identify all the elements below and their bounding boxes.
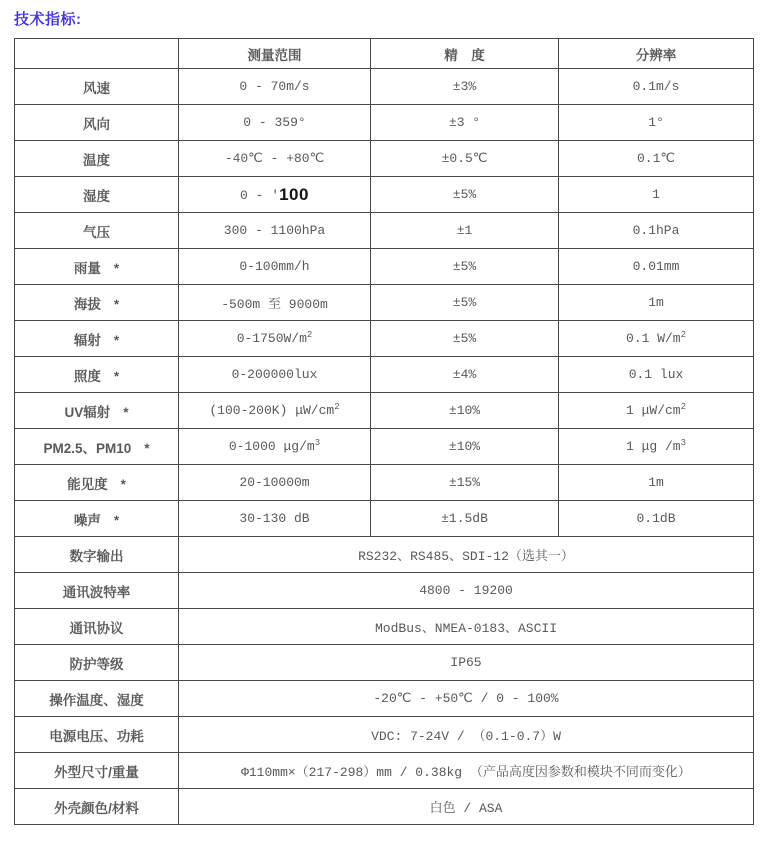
range-cell: 0-100mm/h (179, 249, 371, 285)
header-resolution: 分辨率 (559, 39, 754, 69)
footnote-star: * (120, 476, 126, 492)
page-title: 技术指标: (14, 11, 82, 28)
row-label: 外型尺寸/重量 (15, 753, 179, 789)
table-row (15, 753, 754, 789)
table-row (15, 609, 754, 645)
resolution-cell: 0.1 $W/m^2$ (559, 321, 754, 357)
resolution-cell: 0.1dB (559, 501, 754, 537)
row-label: 海拔 * (15, 285, 179, 321)
table-row (15, 537, 754, 573)
row-label: 数字输出 (15, 537, 179, 573)
merged-value-cell: IP65 (179, 645, 754, 681)
table-row (15, 213, 754, 249)
table-row (15, 105, 754, 141)
resolution-cell: 1m (559, 465, 754, 501)
footnote-star: * (123, 404, 129, 420)
accuracy-cell: ±5% (371, 285, 559, 321)
range-cell: 0 - 70m/s (179, 69, 371, 105)
merged-value-cell: -20℃ - +50℃ / 0 - 100% (179, 681, 754, 717)
row-label: 照度 * (15, 357, 179, 393)
header-measurement-range: 测量范围 (179, 39, 371, 69)
accuracy-cell: ±5% (371, 177, 559, 213)
range-cell: 0 - '100 (179, 177, 371, 213)
header-parameter (15, 39, 179, 69)
accuracy-cell: ±1.5dB (371, 501, 559, 537)
range-cell: 0-1000 $\mu g/m^3$ (179, 429, 371, 465)
table-row (15, 789, 754, 825)
range-cell: 30-130 dB (179, 501, 371, 537)
resolution-cell: 1 μg $/m^3$ (559, 429, 754, 465)
row-label: 外壳颜色/材料 (15, 789, 179, 825)
row-label: 通讯协议 (15, 609, 179, 645)
table-row (15, 501, 754, 537)
footnote-star: * (113, 512, 120, 528)
range-cell: 0-200000lux (179, 357, 371, 393)
footnote-star: * (113, 296, 120, 312)
range-cell: $0-1750W/m^2$ (179, 321, 371, 357)
range-cell: -500m 至 9000m (179, 285, 371, 321)
row-label: UV辐射 * (15, 393, 179, 429)
range-cell: (100-200K) $\mu W/cm^2$ (179, 393, 371, 429)
merged-value-cell: ModBus、NMEA-0183、ASCII (179, 609, 754, 645)
resolution-cell: 0.1 lux (559, 357, 754, 393)
range-cell: 300 - 1100hPa (179, 213, 371, 249)
resolution-cell: 0.1m/s (559, 69, 754, 105)
merged-value-cell: 4800 - 19200 (179, 573, 754, 609)
row-label: 防护等级 (15, 645, 179, 681)
accuracy-cell: ±4% (371, 357, 559, 393)
table-row (15, 357, 754, 393)
table-row (15, 393, 754, 429)
accuracy-cell: ±5% (371, 249, 559, 285)
row-label: 温度 (15, 141, 179, 177)
footnote-star: * (113, 260, 120, 276)
table-row (15, 285, 754, 321)
table-row (15, 249, 754, 285)
table-row (15, 177, 754, 213)
row-label: 噪声 * (15, 501, 179, 537)
resolution-cell: 0.1℃ (559, 141, 754, 177)
resolution-cell: 0.01mm (559, 249, 754, 285)
row-label: 能见度 * (15, 465, 179, 501)
range-cell: 0 - 359° (179, 105, 371, 141)
accuracy-cell: ±3% (371, 69, 559, 105)
merged-value-cell: RS232、RS485、SDI-12（选其一） (179, 537, 754, 573)
row-label: 通讯波特率 (15, 573, 179, 609)
row-label: 气压 (15, 213, 179, 249)
accuracy-cell: ±0.5℃ (371, 141, 559, 177)
accuracy-cell: ±15% (371, 465, 559, 501)
merged-value-cell: VDC: 7-24V / （0.1-0.7）W (179, 717, 754, 753)
accuracy-cell: ±3 ° (371, 105, 559, 141)
row-label: 湿度 (15, 177, 179, 213)
highlighted-value: 100 (279, 184, 309, 204)
resolution-cell: 0.1hPa (559, 213, 754, 249)
header-row (15, 39, 754, 69)
table-row (15, 321, 754, 357)
table-row (15, 429, 754, 465)
row-label: 风速 (15, 69, 179, 105)
merged-value-cell: Φ110mm×（217-298）mm / 0.38kg （产品高度因参数和模块不同而变化） (179, 753, 754, 789)
spec-table-header (15, 39, 754, 69)
footnote-star: * (144, 440, 150, 456)
accuracy-cell: ±10% (371, 429, 559, 465)
table-row (15, 645, 754, 681)
resolution-cell: 1m (559, 285, 754, 321)
table-row (15, 681, 754, 717)
merged-value-cell: 白色 / ASA (179, 789, 754, 825)
table-row (15, 69, 754, 105)
table-row (15, 573, 754, 609)
range-cell: 20-10000m (179, 465, 371, 501)
row-label: 操作温度、湿度 (15, 681, 179, 717)
row-label: 风向 (15, 105, 179, 141)
resolution-cell: 1° (559, 105, 754, 141)
header-accuracy: 精 度 (371, 39, 559, 69)
row-label: PM2.5、PM10 * (15, 429, 179, 465)
row-label: 雨量 * (15, 249, 179, 285)
table-row (15, 141, 754, 177)
resolution-cell: 1 $\mu W/cm^2$ (559, 393, 754, 429)
footnote-star: * (113, 332, 120, 348)
accuracy-cell: ±10% (371, 393, 559, 429)
range-cell: -40℃ - +80℃ (179, 141, 371, 177)
table-row (15, 465, 754, 501)
spec-table (14, 38, 754, 825)
spec-table-body (15, 69, 754, 825)
resolution-cell: 1 (559, 177, 754, 213)
accuracy-cell: ±5% (371, 321, 559, 357)
accuracy-cell: ±1 (371, 213, 559, 249)
row-label: 辐射 * (15, 321, 179, 357)
table-row (15, 717, 754, 753)
row-label: 电源电压、功耗 (15, 717, 179, 753)
footnote-star: * (113, 368, 120, 384)
